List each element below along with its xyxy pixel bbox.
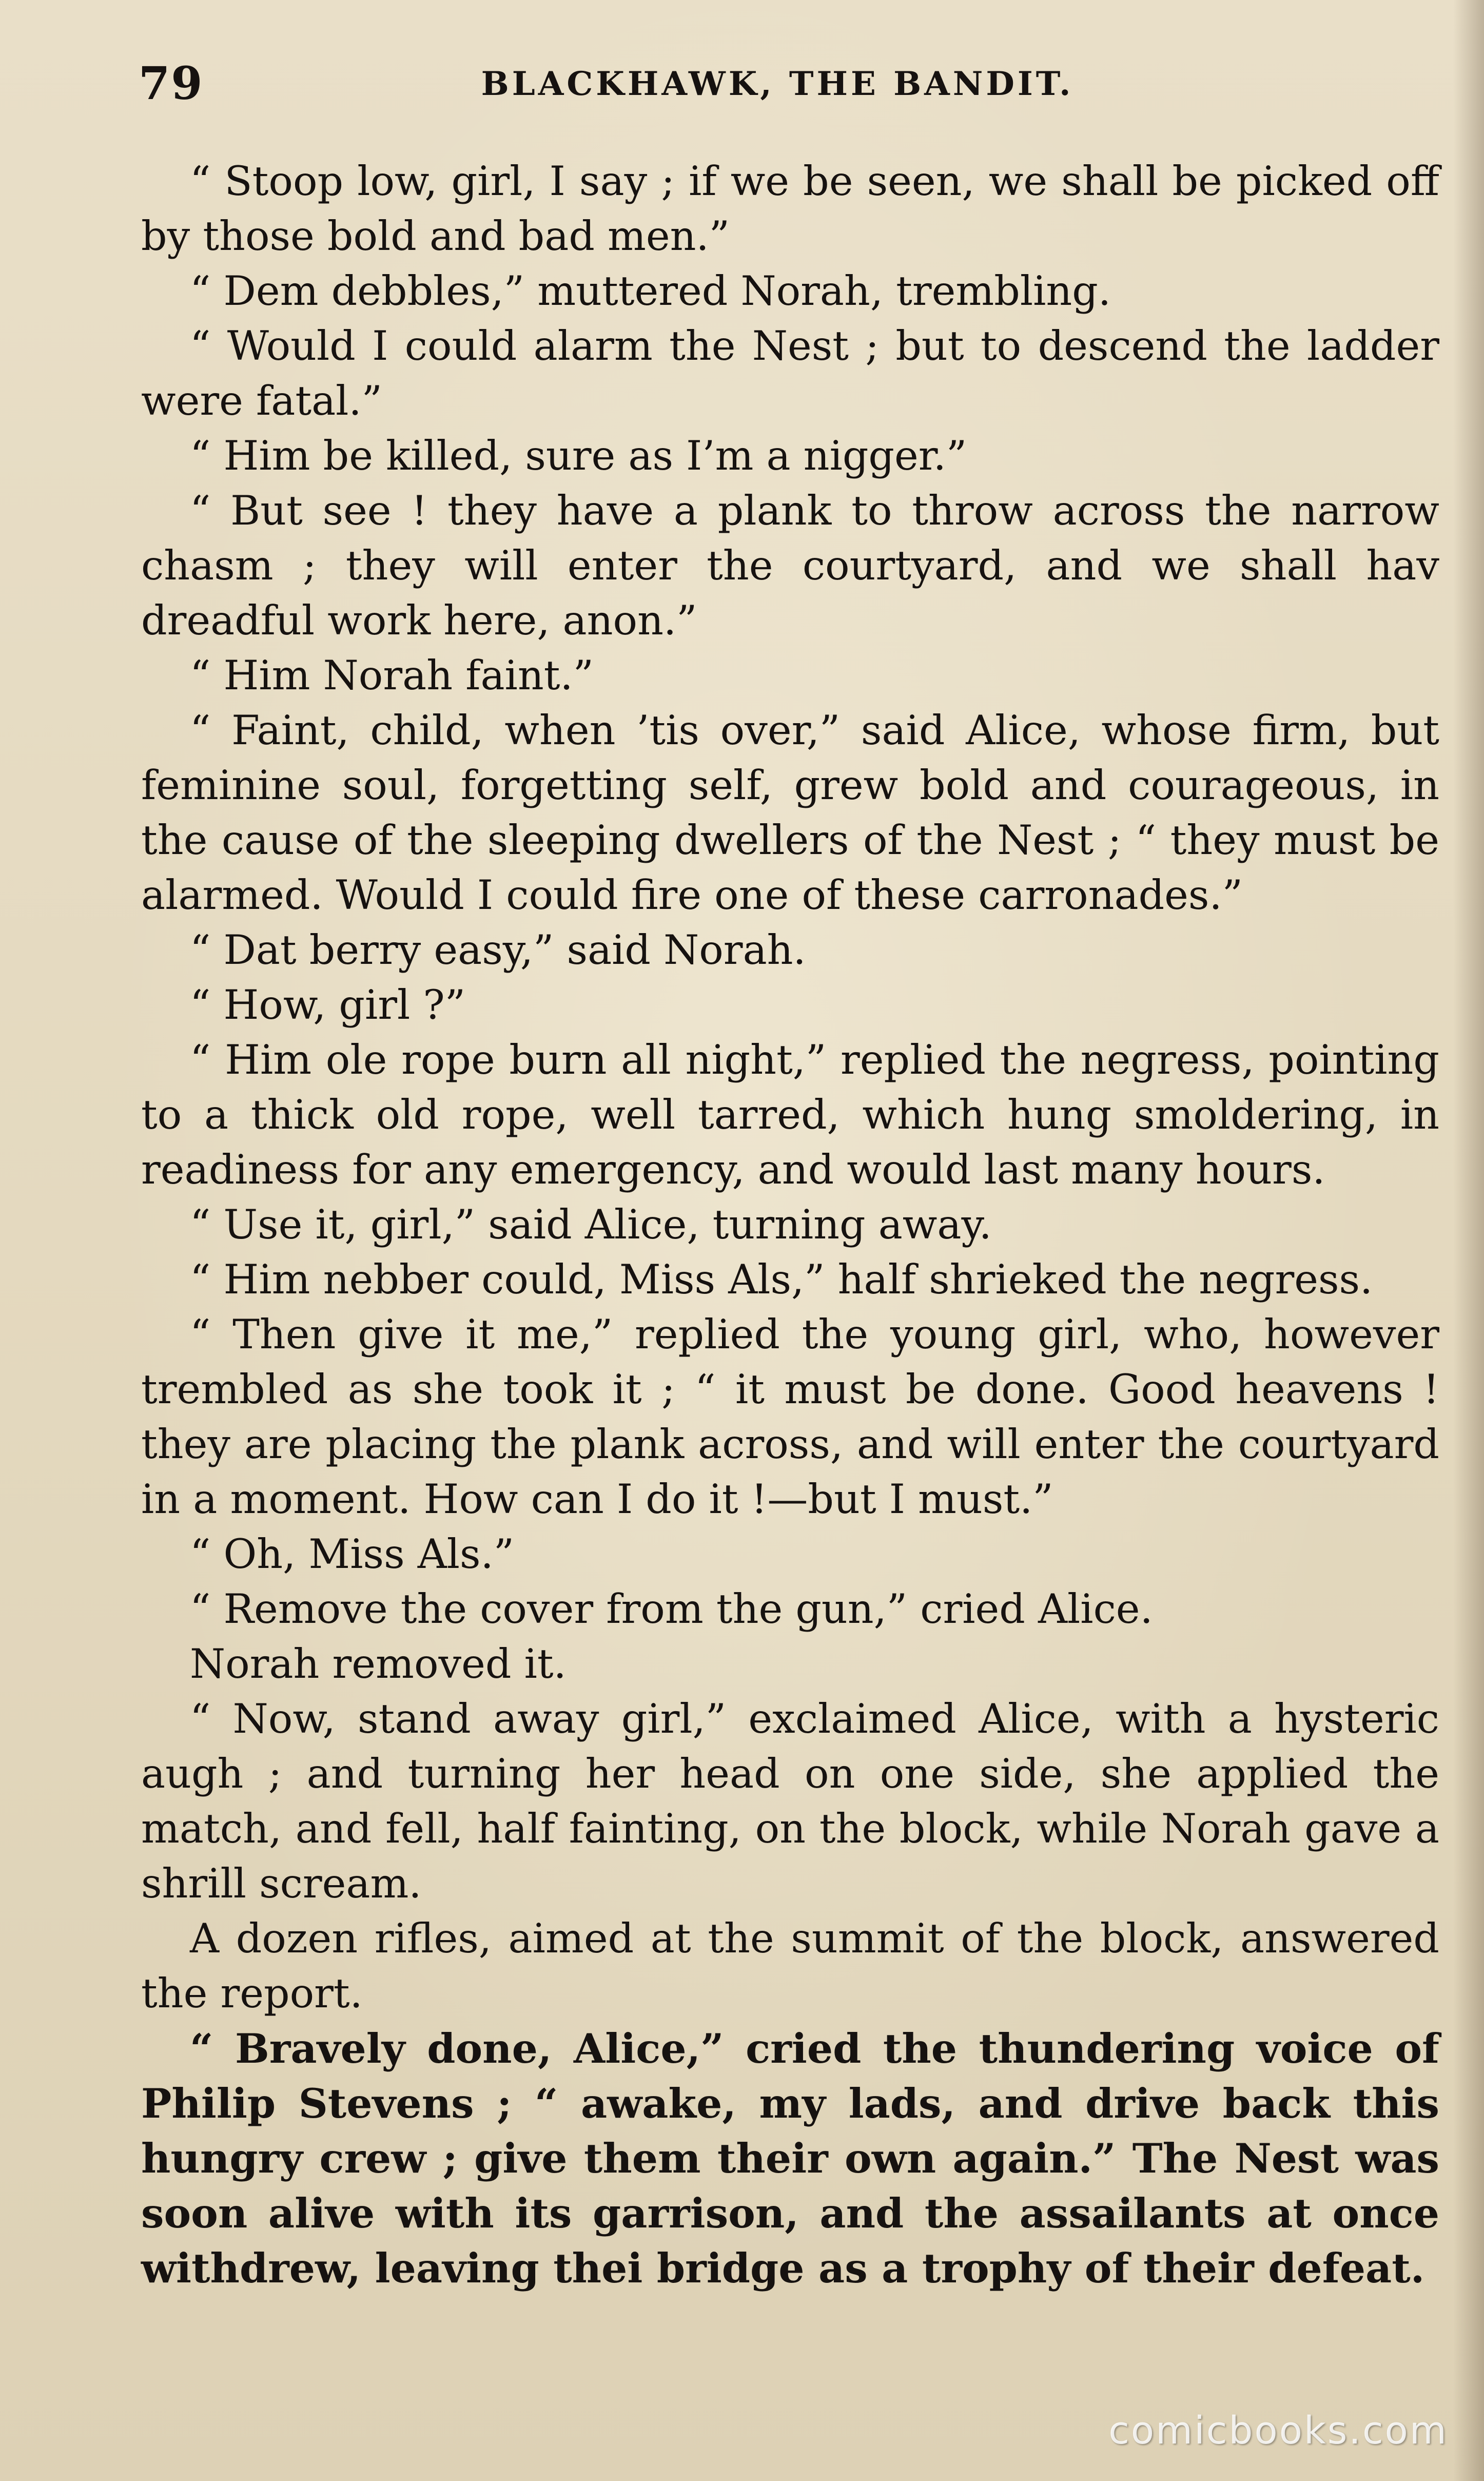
- paragraph: “ Him nebber could, Miss Als,” half shrieked the negress.: [190, 1256, 1373, 1303]
- page-number: 79: [139, 56, 204, 110]
- paragraph: “ Dat berry easy,” said Norah.: [190, 926, 806, 974]
- paragraph: “ Dem debbles,” muttered Norah, trembling.: [190, 267, 1111, 315]
- page-edge-shadow: [1453, 0, 1484, 2481]
- paragraph: “ Use it, girl,” said Alice, turning away.: [190, 1201, 992, 1248]
- paragraph: “ Bravely done, Alice,” cried the thundering voice of Philip Stevens ; “ awake, my lads, and drive back this hungry crew ; give them their own again.” The Nest was soon alive with its garrison, and the assailants at once withdrew, leaving thei bridge as a trophy of their defeat.: [141, 2025, 1439, 2292]
- paragraph: “ Him ole rope burn all night,” replied the negress, pointing to a thick old rope, well tarred, which hung smoldering, in readiness for any emergency, and would last many hours.: [141, 1036, 1439, 1193]
- paragraph: “ Now, stand away girl,” exclaimed Alice, with a hysteric augh ; and turning her head on one side, she applied the match, and fell, half fainting, on the block, while Norah gave a shrill scream.: [141, 1695, 1439, 1907]
- paragraph: A dozen rifles, aimed at the summit of the block, answered the report.: [141, 1915, 1439, 2017]
- paragraph: “ Then give it me,” replied the young girl, who, however trembled as she took it ; “ it must be done. Good heavens ! they are placing the plank across, and will enter the courtyard in a moment. How can I do it !—but I must.”: [141, 1311, 1439, 1523]
- running-head: [139, 56, 1416, 128]
- running-title: BLACKHAWK, THE BANDIT.: [481, 65, 1074, 103]
- body-text: [141, 154, 1439, 2361]
- paragraph: “ Him be killed, sure as I’m a nigger.”: [190, 432, 967, 479]
- paragraph: “ How, girl ?”: [190, 981, 466, 1029]
- paragraph: “ Faint, child, when ’tis over,” said Alice, whose firm, but feminine soul, forgetting self, grew bold and courageous, in the cause of the sleeping dwellers of the Nest ; “ they must be alarmed. Would I could fire one of these carronades.”: [141, 707, 1439, 919]
- paragraph: “ Would I could alarm the Nest ; but to descend the ladder were fatal.”: [141, 322, 1439, 424]
- paragraph: “ Him Norah faint.”: [190, 652, 594, 699]
- paragraph: “ Remove the cover from the gun,” cried Alice.: [190, 1585, 1153, 1633]
- paragraph: “ But see ! they have a plank to throw across the narrow chasm ; they will enter the courtyard, and we shall hav dreadful work here, anon.”: [141, 487, 1439, 644]
- watermark: comicbooks.com: [1108, 2409, 1448, 2453]
- paragraph: “ Oh, Miss Als.”: [190, 1530, 515, 1578]
- paragraph: Norah removed it.: [190, 1640, 567, 1688]
- paragraph: “ Stoop low, girl, I say ; if we be seen, we shall be picked off by those bold and bad men.”: [141, 158, 1439, 260]
